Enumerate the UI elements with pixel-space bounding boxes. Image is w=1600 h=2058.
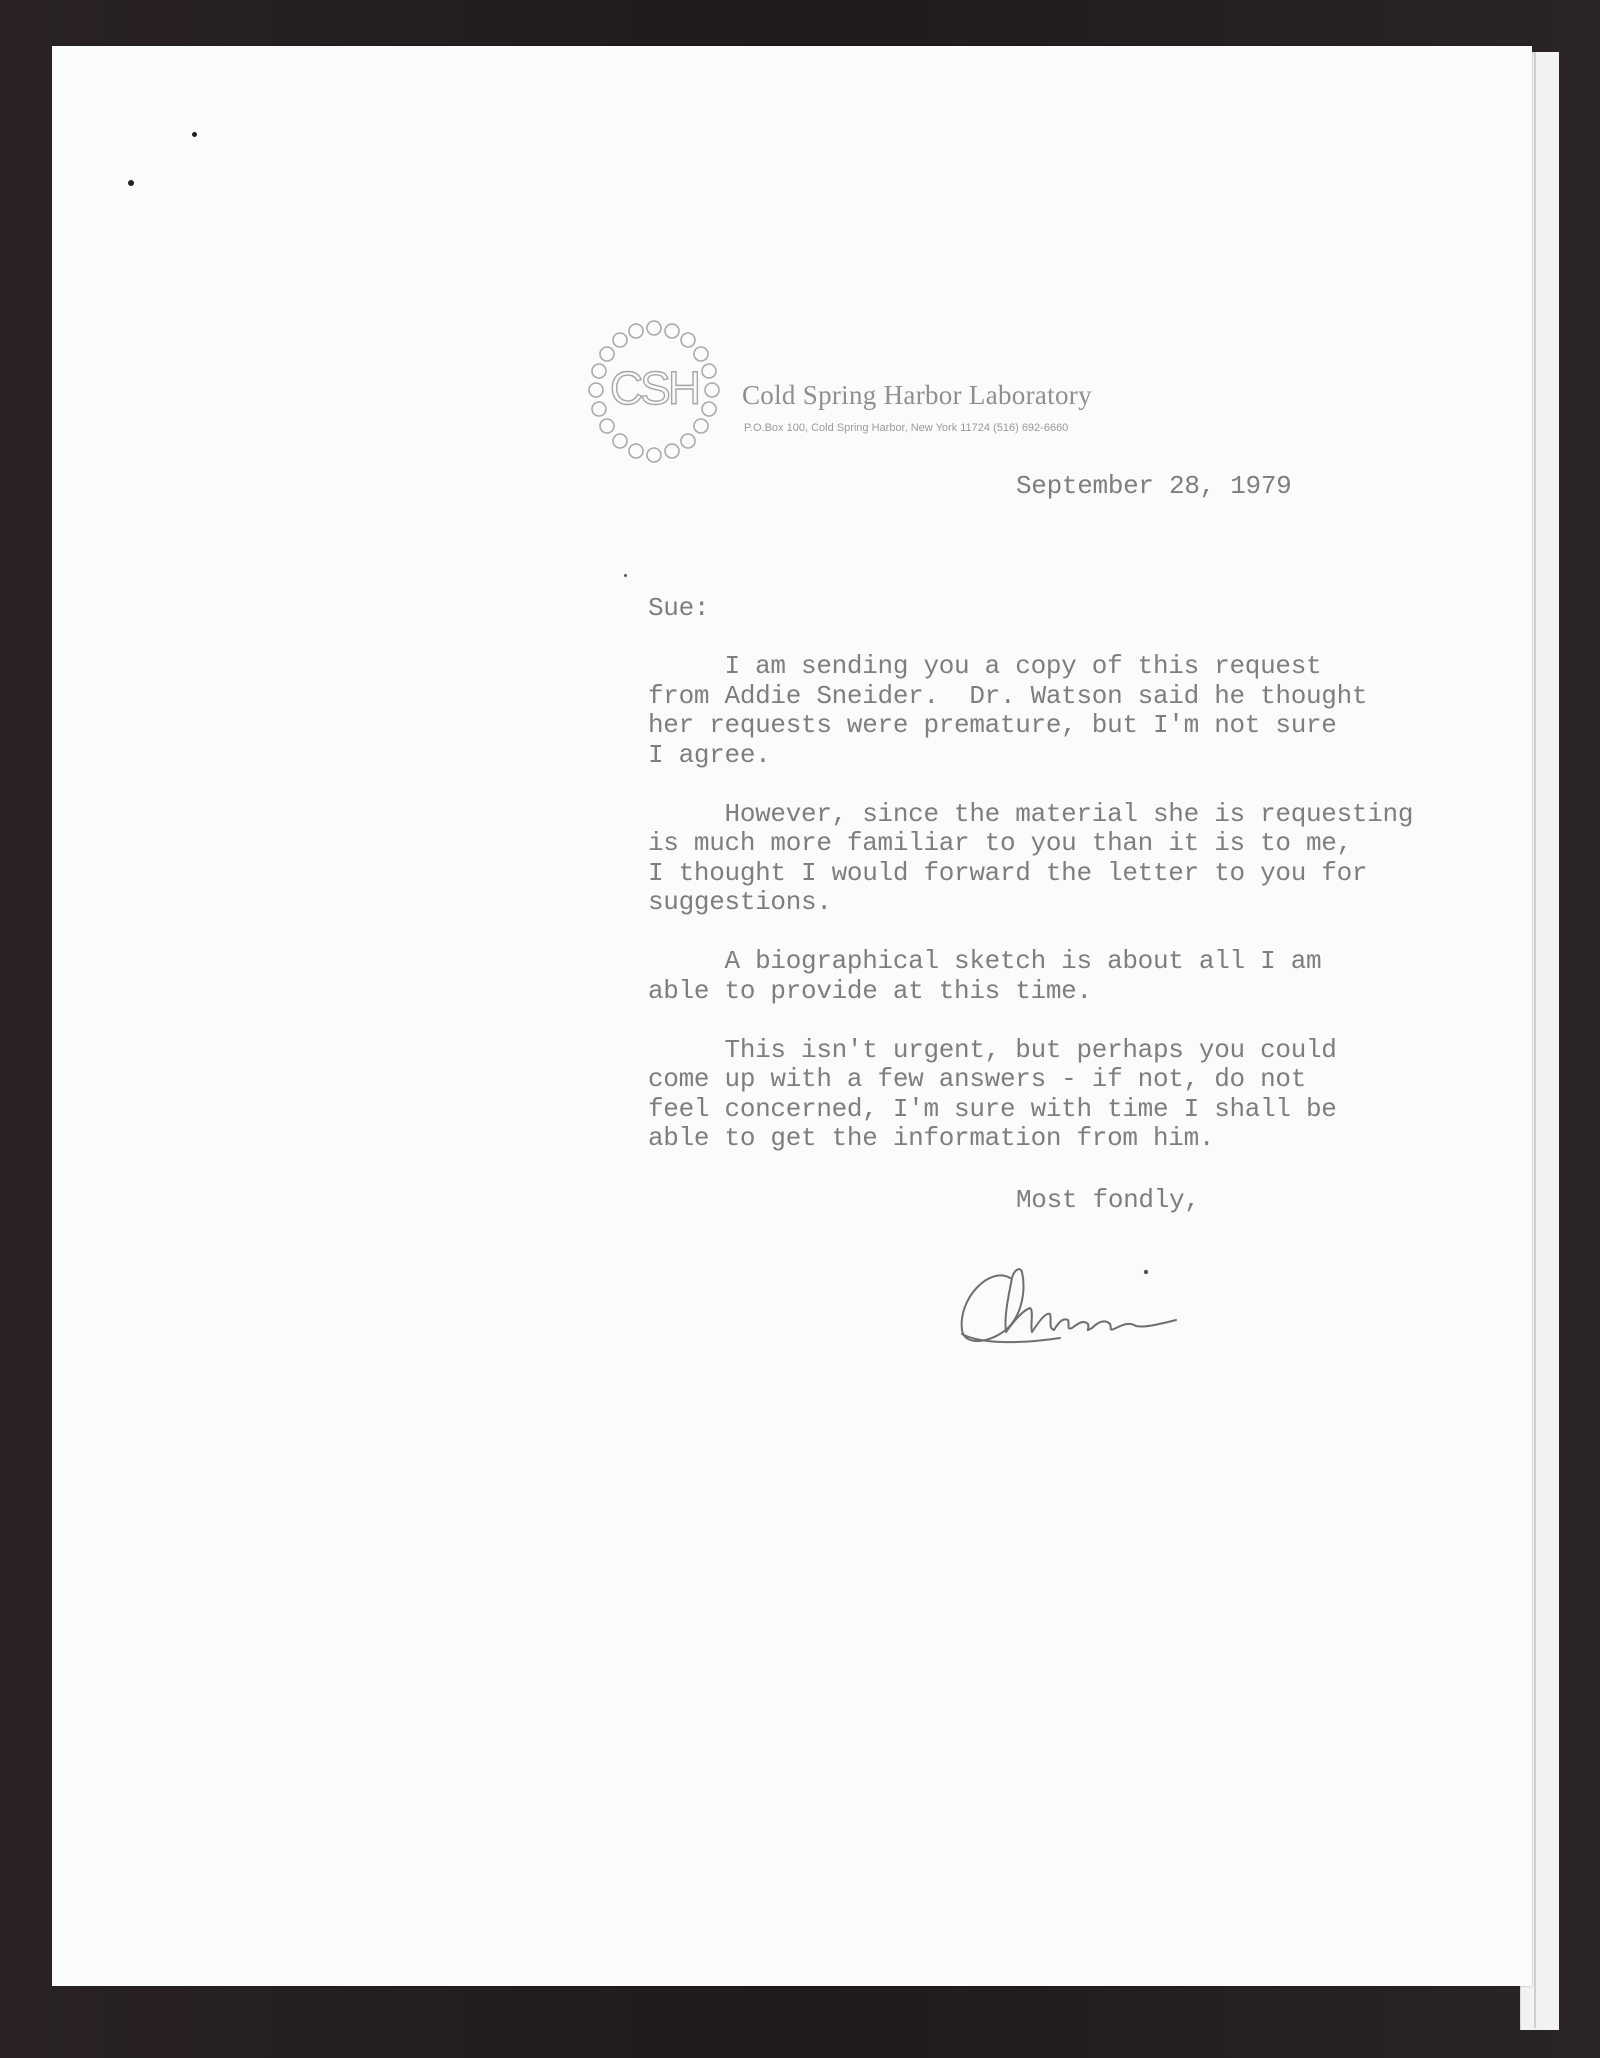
seal-bead — [629, 444, 643, 458]
scan-speck — [128, 180, 134, 186]
seal-bead — [694, 347, 708, 361]
seal-bead — [589, 383, 603, 397]
seal-bead — [681, 333, 695, 347]
seal-bead — [592, 364, 606, 378]
scan-speck — [624, 574, 627, 577]
seal-bead — [702, 402, 716, 416]
page-edge — [1534, 52, 1536, 2028]
closing: Most fondly, — [1016, 1185, 1200, 1215]
seal-bead — [613, 434, 627, 448]
handwritten-signature — [950, 1248, 1220, 1358]
letter-body — [648, 651, 1414, 1183]
body-line: feel concerned, I'm sure with time I shall be — [648, 1093, 1337, 1124]
seal-bead — [613, 333, 627, 347]
body-line: However, since the material she is requesting — [648, 798, 1414, 829]
seal-bead — [665, 444, 679, 458]
letterhead — [584, 318, 1204, 468]
seal-bead — [665, 324, 679, 338]
seal-bead — [592, 402, 606, 416]
scan-speck — [192, 132, 197, 137]
body-line: come up with a few answers - if not, do not — [648, 1064, 1307, 1094]
csh-seal-logo — [584, 318, 724, 468]
letter-date: September 28, 1979 — [1016, 471, 1292, 501]
body-paragraph — [648, 798, 1414, 918]
seal-bead — [600, 347, 614, 361]
seal-bead — [702, 364, 716, 378]
seal-bead — [600, 419, 614, 433]
seal-bead — [681, 434, 695, 448]
body-paragraph — [648, 947, 1408, 1006]
seal-bead — [694, 419, 708, 433]
body-line: I am sending you a copy of this request — [648, 651, 1322, 681]
body-line: This isn't urgent, but perhaps you could — [648, 1034, 1337, 1065]
seal-bead — [629, 324, 643, 338]
body-line: A biographical sketch is about all I am — [648, 946, 1322, 976]
seal-bead — [705, 383, 719, 397]
body-line: able to provide at this time. — [648, 975, 1092, 1006]
body-line: is much more familiar to you than it is to me, — [648, 828, 1352, 858]
body-line: I agree. — [648, 739, 771, 770]
organization-name: Cold Spring Harbor Laboratory — [742, 380, 1092, 410]
body-line: from Addie Sneider. Dr. Watson said he thought — [648, 680, 1368, 711]
seal-monogram: CSH — [609, 362, 699, 414]
seal-bead — [647, 448, 661, 462]
seal-bead — [647, 321, 661, 335]
body-line: able to get the information from him. — [648, 1123, 1215, 1153]
body-line: her requests were premature, but I'm not sure — [648, 710, 1337, 740]
body-line: I thought I would forward the letter to you for — [648, 857, 1368, 888]
body-paragraph — [648, 1036, 1408, 1154]
organization-address: P.O.Box 100, Cold Spring Harbor, New York 11724 (516) 692-6660 — [744, 422, 1069, 434]
body-line: suggestions. — [648, 887, 832, 917]
salutation: Sue: — [648, 593, 710, 623]
body-paragraph — [648, 652, 1408, 770]
